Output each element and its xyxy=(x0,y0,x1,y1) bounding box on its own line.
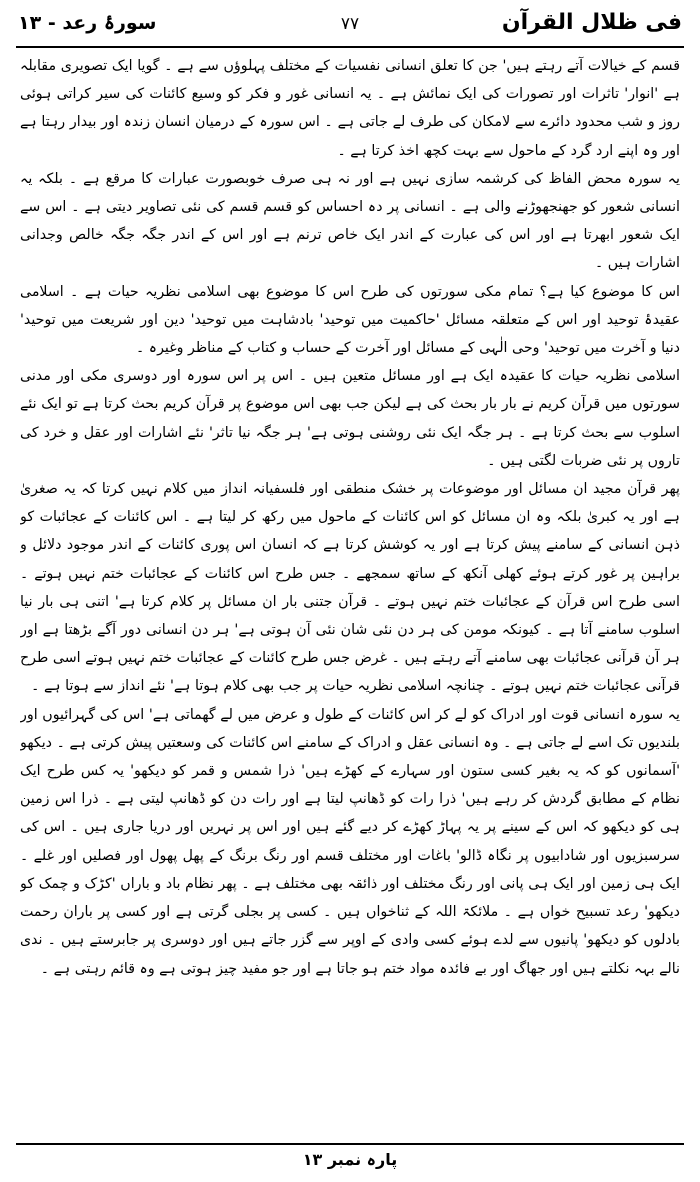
para-label: پارہ نمبر ۱۳ xyxy=(302,1150,398,1169)
book-title: فی ظلال القرآن xyxy=(501,10,682,35)
header-divider xyxy=(16,46,684,48)
surah-label: سورۂ رعد - ۱۳ xyxy=(18,12,157,34)
page-body xyxy=(20,52,680,1138)
footer-divider xyxy=(16,1143,684,1145)
page-number: ۷۷ xyxy=(340,14,360,34)
paragraph: پھر قرآن مجید ان مسائل اور موضوعات پر خشک منطقی اور فلسفیانہ انداز میں کلام نہیں کرتا کہ یہ صغریٰ ہے اور یہ کبریٰ بلکہ وہ ان مسائل کو اس کائنات کے ماحول میں رکھ کر لیتا ہے ۔ اس کائنات کے عجائبات کو ذہن انسانی کے سامنے پیش کرتا ہے اور یہ کوشش کرتا ہے کہ انسان اس پوری کائنات کے اندر موجود دلائل و براہین پر غور کرتے ہوئے کھلی آنکھ کے ساتھ سمجھے ۔ جس طرح اس کائنات کے عجائبات ختم نہیں ہوتے ۔ اسی طرح اس قرآن کے عجائبات ختم نہیں ہوتے ۔ قرآن جتنی بار ان مسائل پر کلام کرتا ہے' اتنی ہی بار نیا اسلوب سامنے آتا ہے ۔ کیونکہ مومن کی ہر دن نئی شان نئی آن ہوتی ہے' ہر دن انسانی دور آگے بڑھتا ہے اور ہر آن قرآنی عجائبات بھی سامنے آتے رہتے ہیں ۔ غرض جس طرح کائنات کے عجائبات ختم نہیں ہوتے اسی طرح قرآنی عجائبات ختم نہیں ہوتے ۔ چنانچہ اسلامی نظریہ حیات پر جب بھی کلام ہوتا ہے' نئے انداز سے ہوتا ہے ۔ xyxy=(20,481,680,695)
paragraph: اس کا موضوع کیا ہے؟ تمام مکی سورتوں کی طرح اس کا موضوع بھی اسلامی نظریہ حیات ہے ۔ اسلامی عقیدۂ توحید اور اس کے متعلقہ مسائل 'حاکمیت میں توحید' بادشاہت میں توحید' دین اور شریعت میں توحید' دنیا و آخرت میں توحید' وحی الٰہی کے مسائل اور آخرت کے حساب و کتاب کے مناظر وغیرہ ۔ xyxy=(20,283,680,357)
paragraph: اسلامی نظریہ حیات کا عقیدہ ایک ہے اور مسائل متعین ہیں ۔ اس پر اس سورہ اور دوسری مکی اور مدنی سورتوں میں قرآن کریم نے بار بار بحث کی ہے لیکن جب بھی اس موضوع پر قرآن کریم بحث کرتا ہے تو ایک نئے اسلوب سے بحث کرتا ہے ۔ ہر جگہ ایک نئی روشنی ہوتی ہے' ہر جگہ نیا تاثر' نئے اشارات اور عقل و خرد کی تاروں پر نئی ضربات لگتی ہیں ۔ xyxy=(20,368,680,469)
paragraph: یہ سورہ انسانی قوت اور ادراک کو لے کر اس کائنات کے طول و عرض میں لے گھماتی ہے' اس کی گہرائیوں اور بلندیوں تک اسے لے جاتی ہے ۔ وہ انسانی عقل و ادراک کے سامنے اس کائنات کی وسعتیں پیش کرتی ہے ۔ دیکھو 'آسمانوں کو کہ یہ بغیر کسی ستون اور سہارے کے کھڑے ہیں' ذرا شمس و قمر کو دیکھو' یہ کس طرح ایک نظام کے مطابق گردش کر رہے ہیں' ذرا رات کو ڈھانپ لیتا ہے اور رات دن کو ڈھانپ لیتی ہے ۔ ذرا اس زمین ہی کو دیکھو کہ اس کے سینے پر یہ پہاڑ کھڑے کر دیے گئے ہیں اور اس پر نہریں اور دریا جاری ہیں ۔ اس کی سرسبزیوں اور شادابیوں پر نگاہ ڈالو' باغات اور مختلف قسم اور رنگ برنگ کے پھل پھول اور فصلیں اور غلے ۔ ایک ہی زمین اور ایک ہی پانی اور رنگ مختلف اور ذائقہ بھی مختلف ہے ۔ پھر نظام باد و باراں 'کڑک و چمک کو دیکھو' رعد تسبیح خواں ہے ۔ ملائکۃ اللہ کے ثناخواں ہیں ۔ کسی پر بجلی گرتی ہے اور کسی پر باران رحمت بادلوں کو دیکھو' پانیوں سے لدے ہوئے کسی وادی کے اوپر سے گزر جاتے ہیں اور دوسری پر جابرستے ہیں ۔ ندی نالے بہہ نکلتے ہیں اور جھاگ اور بے فائدہ مواد ختم ہو جاتا ہے اور جو مفید چیز ہوتی ہے وہ قائم رہتی ہے ۔ xyxy=(20,706,680,977)
paragraph: قسم کے خیالات آتے رہتے ہیں' جن کا تعلق انسانی نفسیات کے مختلف پہلوؤں سے ہے ۔ گویا ایک تصویری مقابلہ ہے 'انوار' تاثرات اور تصورات کی ایک نمائش ہے ۔ یہ انسانی غور و فکر کو وسیع کائنات کی سیر کراتی ہوئی روز و شب محدود دائرے سے لامکان کی طرف لے جاتی ہے ۔ اس سورہ کے درمیان انسان زندہ اور بیدار رہتا ہے اور وہ اپنے ارد گرد کے ماحول سے بہت کچھ اخذ کرتا ہے ۔ xyxy=(20,58,680,159)
paragraph: یہ سورہ محض الفاظ کی کرشمہ سازی نہیں ہے اور نہ ہی صرف خوبصورت عبارات کا مرقع ہے ۔ بلکہ یہ انسانی شعور کو جھنجھوڑنے والی ہے ۔ انسانی پر دہ احساس کو قسم قسم کی نئی تصاویر دیتی ہے ۔ اس سے ایک شعور ابھرتا ہے اور اس کی عبارت کے اندر ایک خاص ترنم ہے اور اس کے اندر جگہ جگہ خالص وجدانی اشارات ہیں ۔ xyxy=(20,170,680,272)
page-header xyxy=(16,8,684,42)
